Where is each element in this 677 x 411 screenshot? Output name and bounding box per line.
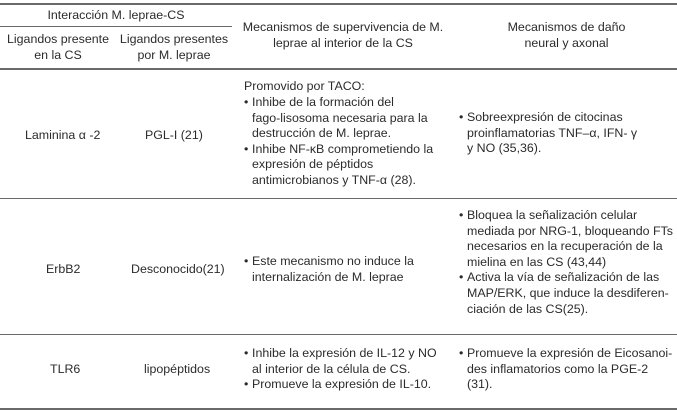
row3-damage-list <box>459 346 672 393</box>
row3-ligand-ml: lipopéptidos <box>144 362 211 376</box>
list-item: • Sobreexpresión de citocinas proinflamatorias TNF–α, IFN- γ y NO (35,36). <box>459 110 637 157</box>
row2-ligand-ml: Desconocido(21) <box>131 262 225 276</box>
row2-damage-list <box>459 208 673 317</box>
row2-survival-list <box>244 254 414 285</box>
list-item: • Promueve la expresión de Eicosanoi- des inflamatorios como la PGE-2 (31). <box>459 346 672 393</box>
list-item: • Promueve la expresión de IL-10. <box>244 377 437 393</box>
row-divider-2 <box>0 334 677 335</box>
row3-ligand-cs: TLR6 <box>50 362 81 376</box>
top-rule <box>0 3 677 5</box>
group-underline <box>0 26 232 27</box>
row1-damage-list <box>459 110 637 157</box>
list-item: • Este mecanismo no induce la internalización de M. leprae <box>244 254 414 285</box>
list-item: • Bloquea la señalización celular mediada por NRG-1, bloqueando FTs necesarios en la recuperación de la mielina en las CS (43,44) <box>459 208 673 270</box>
row1-ligand-ml: PGL-I (21) <box>145 128 203 142</box>
header-rule <box>0 68 677 70</box>
col-header-survival: Mecanismos de supervivencia de M. leprae al interior de la CS <box>242 20 444 50</box>
col-header-ligand-ml: Ligandos presentes por M. leprae <box>119 32 229 62</box>
col-header-damage: Mecanismos de daño neural y axonal <box>507 20 626 50</box>
group-header: Interacción M. leprae-CS <box>47 8 185 22</box>
list-item: • Inhibe la expresión de IL-12 y NO al interior de la célula de CS. <box>244 346 437 377</box>
row2-ligand-cs: ErbB2 <box>46 262 81 276</box>
row1-survival-list <box>244 95 433 189</box>
row1-survival-intro: Promovido por TACO: <box>244 79 365 93</box>
row1-ligand-cs: Laminina α -2 <box>25 128 101 142</box>
bottom-rule <box>0 408 677 410</box>
list-item: • Inhibe NF-κB comprometiendo la expresión de péptidos antimicrobianos y TNF-α (28). <box>244 142 433 189</box>
list-item: • Activa la vía de señalización de las MAP/ERK, que induce la desdiferen- ciación de las CS(25). <box>459 270 673 317</box>
row-divider-1 <box>0 198 677 199</box>
row3-survival-list <box>244 346 437 393</box>
col-header-ligand-cs: Ligandos presente en la CS <box>7 32 109 62</box>
list-item: • Inhibe de la formación del fago-lisosoma necesaria para la destrucción de M. leprae. <box>244 95 433 142</box>
